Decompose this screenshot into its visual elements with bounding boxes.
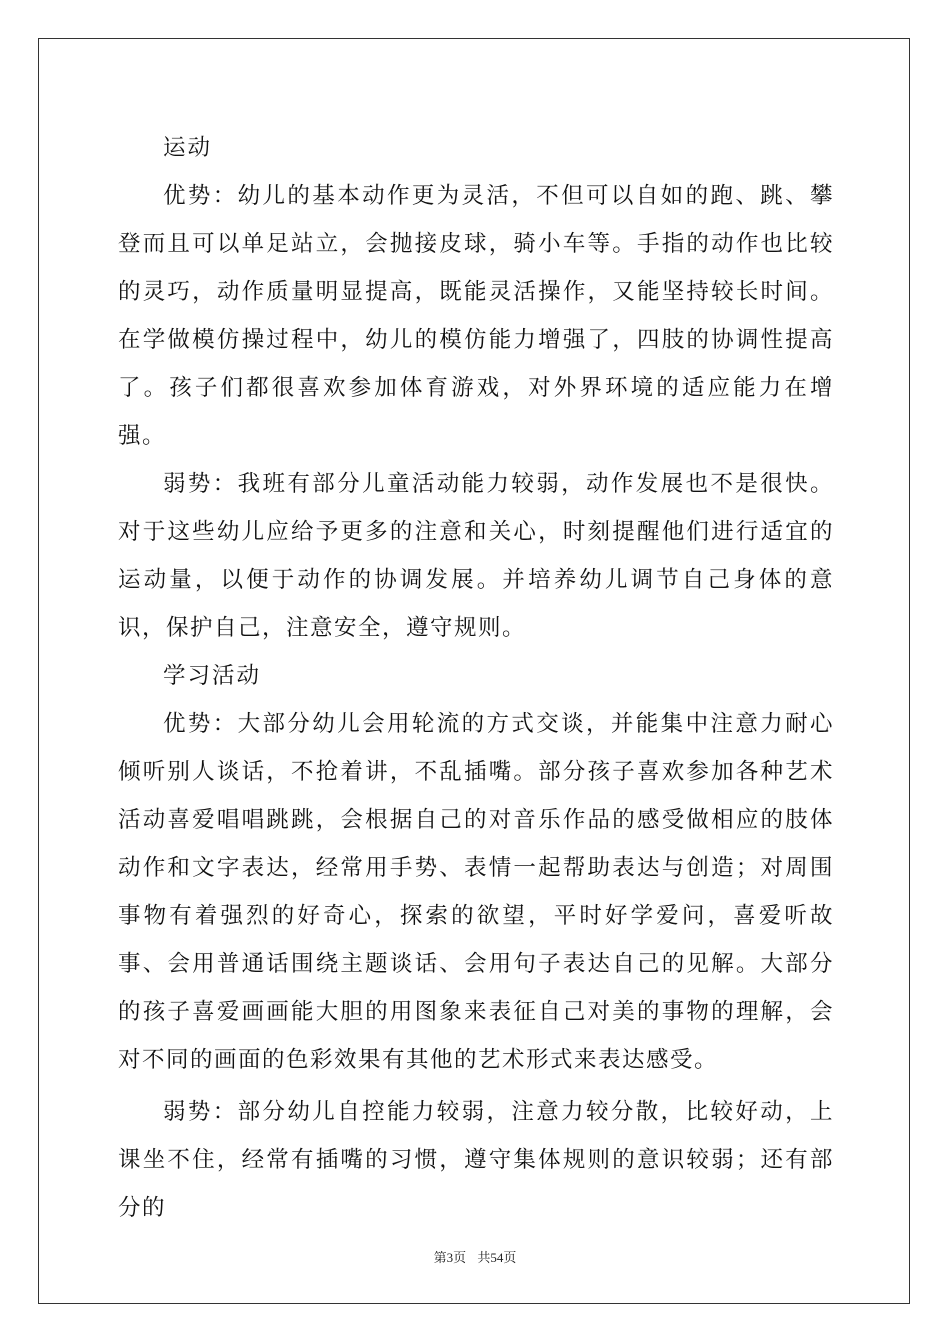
page-number: 第3页: [433, 1250, 467, 1265]
paragraph-sport-weaknesses: 弱势：我班有部分儿童活动能力较弱，动作发展也不是很快。对于这些幼儿应给予更多的注意和关心，时刻提醒他们进行适宜的运动量，以便于动作的协调发展。并培养幼儿调节自己身体的意识，保护自己，注意安全，遵守规则。: [118, 471, 834, 641]
paragraph-learning-strengths: 优势：大部分幼儿会用轮流的方式交谈，并能集中注意力耐心倾听别人谈话，不抢着讲，不乱插嘴。部分孩子喜欢参加各种艺术活动喜爱唱唱跳跳，会根据自己的对音乐作品的感受做相应的肢体动作和文字表达，经常用手势、表情一起帮助表达与创造；对周围事物有着强烈的好奇心，探索的欲望，平时好学爱问，喜爱听故事、会用普通话围绕主题谈话、会用句子表达自己的见解。大部分的孩子喜爱画画能大胆的用图象来表征自己对美的事物的理解，会对不同的画面的色彩效果有其他的艺术形式来表达感受。: [118, 711, 834, 1073]
section-heading-learning: 学习活动: [163, 663, 262, 689]
page-total: 共54页: [477, 1250, 517, 1265]
paragraph-learning-weaknesses: 弱势：部分幼儿自控能力较弱，注意力较分散，比较好动，上课坐不住，经常有插嘴的习惯，遵守集体规则的意识较弱；还有部分的: [118, 1099, 834, 1221]
paragraph-sport-strengths: 优势：幼儿的基本动作更为灵活，不但可以自如的跑、跳、攀登而且可以单足站立，会抛接皮球，骑小车等。手指的动作也比较的灵巧，动作质量明显提高，既能灵活操作，又能坚持较长时间。在学做模仿操过程中，幼儿的模仿能力增强了，四肢的协调性提高了。孩子们都很喜欢参加体育游戏，对外界环境的适应能力在增强。: [118, 183, 834, 449]
document-body: [118, 124, 834, 1232]
page-footer: [0, 1247, 950, 1266]
section-heading-sport: 运动: [163, 135, 213, 161]
